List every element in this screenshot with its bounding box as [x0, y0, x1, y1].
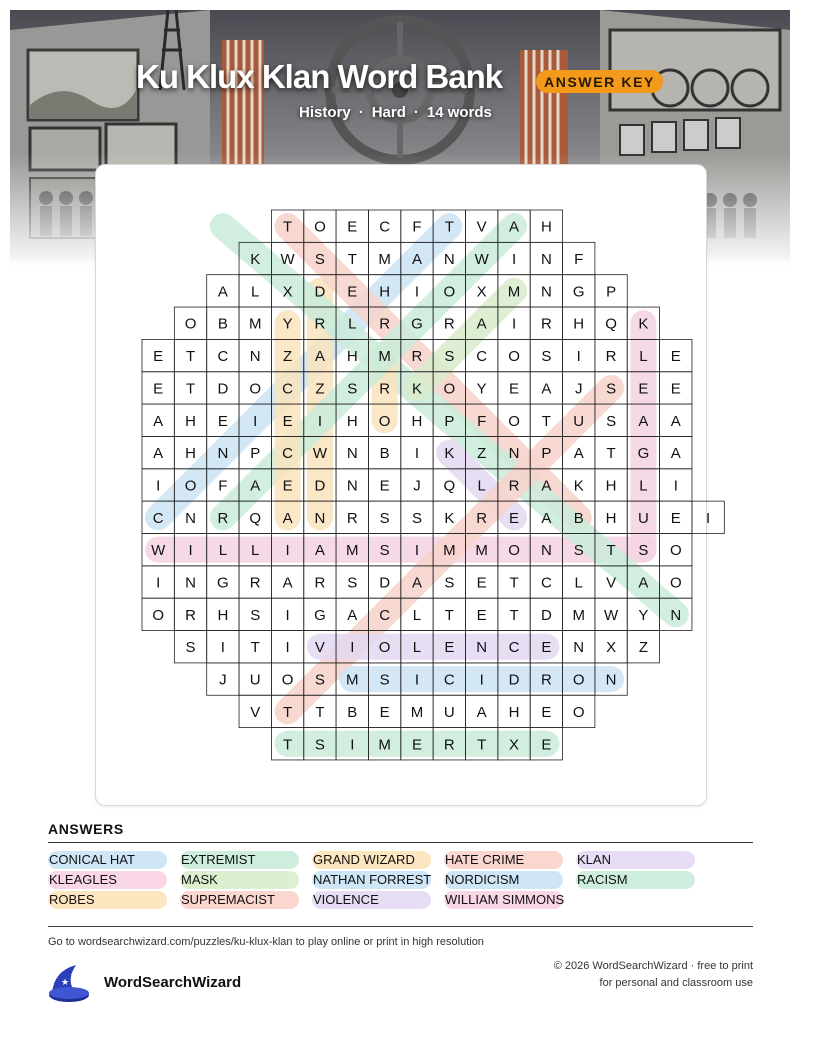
grid-letter: T — [444, 606, 454, 624]
grid-letter: D — [508, 671, 520, 689]
grid-letter: N — [605, 671, 617, 689]
grid-letter: B — [217, 315, 228, 333]
grid-letter: A — [411, 251, 422, 269]
grid-letter: I — [220, 639, 225, 657]
grid-letter: O — [378, 639, 391, 657]
grid-letter: D — [314, 477, 326, 495]
grid-letter: A — [282, 509, 293, 527]
grid-letter: L — [639, 348, 648, 366]
grid-letter: I — [673, 477, 678, 495]
grid-letter: A — [476, 703, 487, 721]
grid-letter: E — [509, 509, 520, 527]
brand-name: WordSearchWizard — [104, 974, 242, 991]
grid-letter: K — [573, 477, 584, 495]
grid-letter: E — [476, 574, 487, 592]
grid-letter: O — [508, 348, 520, 366]
grid-letter: N — [508, 445, 520, 463]
grid-letter: D — [314, 283, 326, 301]
grid-letter: N — [217, 445, 229, 463]
grid-letter: I — [285, 639, 290, 657]
grid-letter: N — [540, 542, 552, 560]
grid-letter: C — [443, 671, 455, 689]
grid-letter: A — [217, 283, 228, 301]
grid-letter: R — [346, 509, 358, 527]
grid-letter: A — [250, 477, 261, 495]
grid-letter: O — [669, 574, 682, 592]
grid-letter: R — [314, 574, 326, 592]
grid-letter: S — [444, 574, 455, 592]
svg-text:★: ★ — [61, 978, 70, 988]
answer-word: MASK — [180, 871, 299, 889]
grid-letter: S — [411, 509, 422, 527]
grid-letter: L — [412, 606, 422, 624]
grid-letter: A — [314, 542, 325, 560]
grid-letter: F — [412, 218, 422, 236]
grid-letter: I — [414, 283, 420, 301]
grid-letter: A — [573, 445, 584, 463]
grid-letter: H — [379, 283, 391, 301]
grid-letter: E — [670, 348, 681, 366]
grid-letter: G — [411, 315, 423, 333]
grid-letter: N — [670, 606, 682, 624]
grid-letter: G — [572, 283, 585, 301]
grid-letter: I — [479, 671, 484, 689]
grid-letter: H — [540, 218, 552, 236]
grid-letter: L — [348, 315, 357, 333]
grid-letter: W — [280, 251, 295, 269]
grid-letter: O — [572, 703, 585, 721]
grid-letter: L — [251, 283, 260, 301]
grid-letter: S — [314, 251, 325, 269]
grid-letter: R — [443, 736, 455, 754]
grid-letter: K — [638, 315, 649, 333]
grid-letter: Z — [315, 380, 325, 398]
grid-letter: F — [218, 477, 228, 495]
grid-letter: C — [379, 606, 391, 624]
grid-letter: W — [474, 251, 489, 269]
grid-letter: M — [443, 542, 456, 560]
grid-letter: L — [574, 574, 583, 592]
grid-letter: C — [282, 445, 293, 463]
grid-letter: I — [414, 542, 420, 560]
grid-letter: R — [443, 315, 455, 333]
copyright-text: © 2026 WordSearchWizard · free to print for personal and classroom use — [553, 960, 753, 989]
grid-letter: E — [509, 380, 520, 398]
grid-letter: G — [217, 574, 229, 592]
grid-letter: N — [476, 639, 488, 657]
grid-letter: T — [444, 218, 454, 236]
grid-letter: H — [605, 509, 617, 527]
grid-letter: T — [477, 736, 487, 754]
grid-letter: Q — [443, 477, 456, 495]
grid-letter: R — [314, 315, 326, 333]
grid-letter: I — [511, 315, 517, 333]
answer-key-badge: ANSWER KEY — [536, 70, 663, 93]
answers-heading: ANSWERS — [48, 821, 124, 837]
grid-letter: L — [639, 477, 648, 495]
grid-letter: O — [378, 412, 391, 430]
grid-letter: J — [413, 477, 421, 495]
grid-letter: X — [476, 283, 487, 301]
grid-letter: Q — [249, 509, 262, 527]
grid-letter: N — [185, 574, 196, 592]
grid-letter: M — [507, 283, 521, 301]
answer-word: ROBES — [48, 891, 167, 909]
grid-letter: S — [444, 348, 455, 366]
grid-letter: N — [540, 251, 552, 269]
grid-letter: O — [281, 671, 294, 689]
grid-letter: E — [379, 477, 390, 495]
grid-letter: E — [347, 283, 358, 301]
grid-letter: E — [444, 639, 455, 657]
grid-letter: Y — [476, 380, 487, 398]
grid-letter: U — [249, 671, 261, 689]
grid-letter: E — [153, 380, 164, 398]
grid-letter: O — [184, 477, 197, 495]
grid-letter: N — [314, 509, 326, 527]
grid-letter: L — [251, 542, 260, 560]
grid-letter: R — [540, 315, 552, 333]
grid-letter: L — [477, 477, 486, 495]
grid-letter: B — [347, 703, 358, 721]
grid-letter: S — [638, 542, 649, 560]
grid-letter: S — [573, 542, 584, 560]
grid-letter: M — [572, 606, 585, 624]
grid-letter: H — [185, 445, 196, 463]
grid-letter: K — [444, 445, 455, 463]
grid-letter: M — [248, 315, 262, 333]
answer-word: NORDICISM — [444, 871, 563, 889]
grid-letter: A — [670, 412, 681, 430]
grid-letter: N — [346, 477, 358, 495]
grid-letter: V — [314, 639, 325, 657]
grid-letter: C — [152, 509, 164, 527]
grid-letter: R — [249, 574, 261, 592]
grid-letter: A — [153, 412, 164, 430]
grid-letter: J — [219, 671, 227, 689]
grid-letter: R — [379, 380, 391, 398]
grid-letter: W — [603, 606, 619, 624]
answer-word: NATHAN FORREST — [313, 872, 432, 887]
grid-letter: E — [379, 703, 390, 721]
grid-letter: O — [572, 671, 585, 689]
grid-letter: C — [379, 218, 391, 236]
grid-letter: Q — [605, 315, 617, 333]
grid-letter: H — [217, 606, 229, 624]
difficulty-label: Hard — [371, 104, 406, 121]
grid-letter: A — [347, 606, 358, 624]
grid-letter: X — [282, 283, 293, 301]
grid-letter: T — [509, 574, 519, 592]
grid-letter: R — [540, 671, 552, 689]
grid-letter: S — [606, 380, 617, 398]
grid-letter: T — [606, 445, 616, 463]
answer-word: KLEAGLES — [48, 871, 167, 889]
grid-letter: S — [379, 671, 390, 689]
answer-word: CONICAL HAT — [48, 851, 167, 869]
grid-letter: E — [347, 218, 358, 236]
answer-word: GRAND WIZARD — [312, 851, 431, 869]
grid-letter: P — [606, 283, 617, 301]
grid-letter: T — [606, 542, 616, 560]
meta-separator: · — [413, 104, 419, 121]
grid-letter: I — [350, 639, 355, 657]
grid-letter: S — [314, 671, 325, 689]
grid-letter: V — [250, 703, 261, 721]
grid-letter: B — [573, 509, 584, 527]
grid-letter: L — [218, 542, 228, 560]
divider — [48, 842, 753, 843]
grid-letter: C — [508, 639, 520, 657]
grid-letter: A — [541, 477, 552, 495]
grid-letter: I — [350, 736, 355, 754]
grid-letter: S — [347, 380, 358, 398]
grid-letter: K — [444, 509, 455, 527]
grid-letter: A — [638, 412, 649, 430]
grid-letter: P — [541, 445, 552, 463]
grid-letter: E — [541, 703, 552, 721]
grid-letter: P — [444, 412, 455, 430]
grid-letter: U — [573, 412, 585, 430]
grid-letter: I — [706, 509, 711, 527]
grid-letter: N — [540, 283, 552, 301]
grid-letter: T — [185, 348, 196, 366]
grid-letter: I — [511, 251, 517, 269]
grid-letter: S — [606, 412, 617, 430]
grid-letter: P — [250, 445, 261, 463]
grid-letter: C — [540, 574, 552, 592]
grid-letter: S — [347, 574, 358, 592]
grid-letter: I — [285, 542, 290, 560]
grid-letter: T — [315, 703, 325, 721]
grid-letter: H — [411, 412, 423, 430]
subject-label: History — [299, 104, 351, 121]
grid-letter: M — [378, 348, 391, 366]
grid-letter: O — [669, 542, 682, 560]
grid-letter: M — [378, 736, 391, 754]
grid-letter: I — [253, 412, 258, 430]
grid-letter: I — [188, 542, 193, 560]
grid-letter: I — [156, 574, 161, 592]
grid-letter: M — [346, 542, 359, 560]
grid-letter: A — [282, 574, 293, 592]
grid-letter: X — [606, 639, 617, 657]
grid-letter: H — [185, 412, 196, 430]
grid-letter: H — [508, 703, 520, 721]
grid-letter: Y — [282, 315, 293, 333]
grid-letter: D — [540, 606, 552, 624]
grid-letter: N — [346, 445, 358, 463]
answer-word: KLAN — [576, 851, 695, 869]
grid-letter: R — [605, 348, 617, 366]
wizard-hat-icon — [46, 963, 92, 1010]
word-count-label: 14 words — [426, 104, 492, 121]
grid-letter: O — [249, 380, 262, 398]
answer-word: WILLIAM SIMMONS — [445, 892, 565, 907]
grid-letter: H — [605, 477, 617, 495]
grid-letter: U — [443, 703, 455, 721]
grid-letter: E — [670, 509, 681, 527]
grid-letter: Z — [282, 348, 293, 366]
grid-letter: G — [637, 445, 650, 463]
grid-letter: A — [153, 445, 164, 463]
grid-letter: E — [541, 639, 552, 657]
grid-letter: C — [476, 348, 488, 366]
grid-letter: T — [185, 380, 196, 398]
grid-letter: I — [156, 477, 161, 495]
grid-letter: B — [379, 445, 390, 463]
grid-letter: F — [477, 412, 487, 430]
grid-letter: I — [317, 412, 323, 430]
grid-letter: S — [541, 348, 552, 366]
answer-word: EXTREMIST — [180, 851, 299, 869]
grid-letter: M — [410, 703, 424, 721]
grid-letter: Z — [477, 445, 487, 463]
grid-letter: I — [576, 348, 581, 366]
grid-letter: T — [509, 606, 519, 624]
play-online-link[interactable]: Go to wordsearchwizard.com/puzzles/ku-klux-klan to play online or print in high resolution — [48, 936, 484, 948]
grid-letter: R — [476, 509, 488, 527]
grid-letter: W — [151, 542, 166, 560]
grid-letter: H — [573, 315, 585, 333]
grid-letter: O — [184, 315, 197, 333]
grid-letter: T — [347, 251, 357, 269]
page-title: Ku Klux Klan Word Bank — [136, 58, 503, 95]
grid-letter: C — [282, 380, 293, 398]
grid-letter: J — [574, 380, 583, 398]
grid-letter: V — [476, 218, 487, 236]
grid-letter: I — [285, 606, 290, 624]
divider — [48, 926, 753, 927]
grid-letter: R — [185, 606, 196, 624]
grid-letter: T — [250, 639, 260, 657]
grid-letter: F — [574, 251, 584, 269]
grid-letter: T — [282, 703, 293, 721]
grid-letter: S — [379, 509, 390, 527]
grid-letter: O — [152, 606, 165, 624]
grid-letter: N — [185, 509, 196, 527]
grid-letter: Z — [638, 639, 649, 657]
grid-letter: R — [217, 509, 229, 527]
grid-letter: A — [476, 315, 487, 333]
grid-letter: W — [312, 445, 328, 463]
grid-letter: H — [346, 412, 358, 430]
grid-letter: D — [217, 380, 229, 398]
answer-word: VIOLENCE — [312, 891, 431, 909]
grid-letter: T — [282, 218, 293, 236]
grid-letter: E — [638, 380, 649, 398]
grid-letter: T — [282, 736, 293, 754]
meta-separator: · — [358, 104, 364, 121]
grid-letter: S — [250, 606, 261, 624]
grid-letter: A — [509, 218, 520, 236]
grid-letter: M — [346, 671, 359, 689]
grid-letter: M — [378, 251, 391, 269]
grid-letter: R — [379, 315, 391, 333]
grid-letter: N — [443, 251, 455, 269]
grid-letter: A — [314, 348, 325, 366]
grid-letter: R — [411, 348, 423, 366]
grid-letter: A — [670, 445, 681, 463]
answer-word: HATE CRIME — [444, 851, 563, 869]
grid-letter: S — [185, 639, 196, 657]
grid-letter: O — [314, 218, 326, 236]
grid-letter: K — [411, 380, 422, 398]
grid-letter: O — [508, 542, 520, 560]
grid-letter: V — [606, 574, 617, 592]
grid-letter: E — [217, 412, 228, 430]
grid-letter: E — [476, 606, 487, 624]
grid-letter: L — [412, 639, 422, 657]
grid-letter: I — [414, 671, 420, 689]
svg-text:★: ★ — [70, 971, 77, 979]
answer-word: SUPREMACIST — [180, 891, 299, 909]
grid-letter: O — [443, 283, 456, 301]
grid-letter: O — [443, 380, 456, 398]
grid-letter: H — [346, 348, 358, 366]
grid-letter: O — [508, 412, 520, 430]
grid-letter: E — [282, 477, 293, 495]
grid-letter: U — [638, 509, 649, 527]
grid-letter: D — [379, 574, 391, 592]
grid-letter: E — [282, 412, 293, 430]
grid-letter: S — [314, 736, 325, 754]
grid-letter: E — [670, 380, 681, 398]
grid-letter: I — [414, 445, 420, 463]
grid-letter: G — [314, 606, 326, 624]
grid-letter: N — [249, 348, 261, 366]
grid-letter: X — [509, 736, 520, 754]
grid-letter: Y — [638, 606, 649, 624]
grid-letter: C — [217, 348, 229, 366]
grid-letter: T — [541, 412, 551, 430]
grid-letter: E — [153, 348, 164, 366]
grid-letter: A — [638, 574, 649, 592]
grid-letter: M — [475, 542, 488, 560]
answer-word: RACISM — [576, 871, 695, 889]
grid-letter: S — [379, 542, 390, 560]
grid-letter: E — [411, 736, 422, 754]
grid-letter: A — [541, 380, 552, 398]
grid-letter: A — [411, 574, 422, 592]
grid-letter: K — [250, 251, 261, 269]
grid-letter: R — [508, 477, 520, 495]
grid-letter: E — [541, 736, 552, 754]
grid-letter: N — [573, 639, 585, 657]
grid-letter: A — [541, 509, 552, 527]
